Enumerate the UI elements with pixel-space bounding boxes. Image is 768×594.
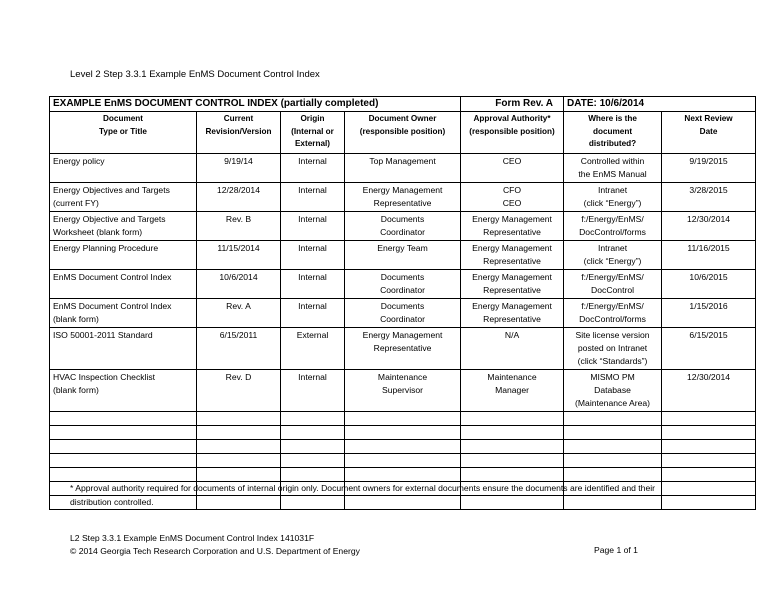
empty-cell xyxy=(345,440,461,454)
table-cell-line: (click “Energy”) xyxy=(583,256,642,266)
table-cell-line: Representative xyxy=(483,256,541,266)
empty-cell xyxy=(564,440,662,454)
table-cell-line: 3/28/2015 xyxy=(689,185,728,195)
table-cell-line: Documents xyxy=(380,214,425,224)
empty-cell xyxy=(345,468,461,482)
table-cell xyxy=(281,328,345,370)
table-cell xyxy=(662,270,756,299)
empty-cell xyxy=(50,468,197,482)
table-cell-line: Rev. A xyxy=(226,301,251,311)
table-cell xyxy=(564,241,662,270)
empty-cell xyxy=(50,440,197,454)
table-cell-line: CFO xyxy=(502,185,522,195)
table-cell xyxy=(461,154,564,183)
column-header xyxy=(197,112,281,154)
footer-page-number: Page 1 of 1 xyxy=(594,545,638,555)
empty-cell xyxy=(461,454,564,468)
table-cell-line: Maintenance xyxy=(487,372,537,382)
table-cell-line: Maintenance xyxy=(377,372,428,382)
table-cell-line: Energy Management xyxy=(472,301,552,311)
table-cell-line: f:/Energy/EnMS/ xyxy=(581,272,644,282)
empty-cell xyxy=(50,454,197,468)
table-cell xyxy=(461,212,564,241)
column-header xyxy=(345,112,461,154)
table-cell xyxy=(281,212,345,241)
table-cell-line: CEO xyxy=(502,156,522,166)
empty-cell xyxy=(461,468,564,482)
column-header-line: Date xyxy=(699,126,718,136)
table-cell-line: Intranet xyxy=(597,185,628,195)
table-cell xyxy=(461,270,564,299)
empty-cell xyxy=(461,440,564,454)
table-cell xyxy=(50,299,197,328)
column-header-line: (responsible position) xyxy=(359,126,446,136)
column-header-line: document xyxy=(592,126,633,136)
column-header-line: (responsible position) xyxy=(469,126,555,136)
table-title: EXAMPLE EnMS DOCUMENT CONTROL INDEX (partially completed) xyxy=(50,97,461,112)
table-cell xyxy=(461,328,564,370)
table-cell xyxy=(564,328,662,370)
table-cell-line: Energy Management xyxy=(472,272,552,282)
column-header-line: Origin xyxy=(300,114,325,123)
table-cell-line: DocControl/forms xyxy=(579,227,646,237)
table-cell-line: (blank form) xyxy=(53,385,99,395)
table-cell-line: Site license version xyxy=(575,330,650,340)
table-cell-line: 1/15/2016 xyxy=(689,301,728,311)
table-cell-line: Energy Planning Procedure xyxy=(53,243,159,253)
table-cell xyxy=(281,154,345,183)
table-cell xyxy=(281,183,345,212)
column-header-line: distributed? xyxy=(588,139,637,148)
table-row xyxy=(50,212,756,241)
table-cell-line: Representative xyxy=(483,227,541,237)
table-cell-line: Energy policy xyxy=(53,156,105,166)
table-cell-line: External xyxy=(296,330,329,340)
column-header xyxy=(281,112,345,154)
table-cell xyxy=(564,270,662,299)
table-cell xyxy=(461,241,564,270)
empty-cell xyxy=(50,426,197,440)
table-cell xyxy=(564,183,662,212)
table-cell-line: Controlled within xyxy=(580,156,645,166)
table-cell xyxy=(197,212,281,241)
table-cell xyxy=(662,299,756,328)
table-cell-line: Energy Management xyxy=(362,330,443,340)
empty-cell xyxy=(197,426,281,440)
empty-cell xyxy=(281,454,345,468)
table-cell-line: (click “Energy”) xyxy=(583,198,642,208)
table-cell xyxy=(197,370,281,412)
table-cell xyxy=(345,154,461,183)
table-cell-line: Rev. D xyxy=(225,372,252,382)
table-cell-line: 9/19/2015 xyxy=(689,156,728,166)
table-cell xyxy=(50,154,197,183)
table-cell-line: ISO 50001-2011 Standard xyxy=(53,330,153,340)
table-title-row xyxy=(50,97,756,112)
empty-cell xyxy=(281,440,345,454)
empty-table-row xyxy=(50,468,756,482)
table-row xyxy=(50,328,756,370)
table-cell-line: Internal xyxy=(298,301,327,311)
column-header-line: Approval Authority* xyxy=(473,114,551,123)
table-cell-line: Internal xyxy=(298,156,327,166)
table-cell xyxy=(662,328,756,370)
table-cell xyxy=(564,154,662,183)
table-row xyxy=(50,183,756,212)
table-cell-line: Energy Management xyxy=(472,214,552,224)
empty-cell xyxy=(662,440,756,454)
table-cell xyxy=(662,212,756,241)
table-cell xyxy=(197,328,281,370)
column-header xyxy=(50,112,197,154)
empty-cell xyxy=(662,412,756,426)
table-cell xyxy=(564,370,662,412)
table-cell xyxy=(197,241,281,270)
table-cell-line: N/A xyxy=(504,330,520,340)
table-cell-line: EnMS Document Control Index xyxy=(53,272,172,282)
column-header-line: External) xyxy=(294,139,331,148)
table-cell xyxy=(662,241,756,270)
empty-cell xyxy=(281,412,345,426)
empty-cell xyxy=(345,412,461,426)
table-cell-line: Database xyxy=(594,385,631,395)
table-cell xyxy=(197,270,281,299)
table-cell-line: Energy Management xyxy=(472,243,552,253)
table-cell-line: Top Management xyxy=(369,156,436,166)
table-cell-line: 11/16/2015 xyxy=(687,243,730,253)
form-revision: Form Rev. A xyxy=(461,97,564,112)
table-cell-line: 6/15/2011 xyxy=(219,330,258,340)
table-cell-line: DocControl xyxy=(591,285,635,295)
column-header-line: Type or Title xyxy=(99,126,147,136)
table-cell-line: Representative xyxy=(373,343,432,353)
table-cell-line: MISMO PM xyxy=(590,372,635,382)
table-cell-line: Internal xyxy=(298,372,327,382)
table-cell xyxy=(662,370,756,412)
table-cell-line: Coordinator xyxy=(380,314,425,324)
table-cell-line: Coordinator xyxy=(380,227,425,237)
column-header-row xyxy=(50,112,756,154)
table-cell-line: 12/28/2014 xyxy=(216,185,260,195)
column-header-line: Next Review xyxy=(684,114,733,123)
table-cell-line: Energy Team xyxy=(377,243,428,253)
table-row xyxy=(50,299,756,328)
table-cell xyxy=(662,154,756,183)
table-cell-line: 12/30/2014 xyxy=(687,372,731,382)
column-header-line: Revision/Version xyxy=(205,126,272,136)
table-cell-line: Representative xyxy=(373,198,432,208)
table-cell xyxy=(197,299,281,328)
page-header: Level 2 Step 3.3.1 Example EnMS Document Control Index xyxy=(70,69,320,80)
table-cell-line: Internal xyxy=(298,214,327,224)
table-cell-line: 10/6/2014 xyxy=(219,272,258,282)
table-cell xyxy=(461,299,564,328)
table-cell-line: 6/15/2015 xyxy=(689,330,728,340)
table-cell xyxy=(461,370,564,412)
table-cell xyxy=(50,370,197,412)
table-cell xyxy=(281,299,345,328)
document-control-table xyxy=(49,96,756,510)
empty-cell xyxy=(197,412,281,426)
table-cell-line: Documents xyxy=(380,301,425,311)
table-cell-line: (blank form) xyxy=(53,314,99,324)
table-cell xyxy=(197,183,281,212)
empty-cell xyxy=(281,426,345,440)
table-cell xyxy=(662,183,756,212)
table-cell xyxy=(345,370,461,412)
empty-cell xyxy=(461,412,564,426)
table-cell-line: EnMS Document Control Index xyxy=(53,301,172,311)
table-cell-line: Internal xyxy=(298,243,327,253)
table-cell-line: 12/30/2014 xyxy=(687,214,731,224)
table-cell xyxy=(345,183,461,212)
column-header xyxy=(564,112,662,154)
table-cell xyxy=(461,183,564,212)
empty-cell xyxy=(197,468,281,482)
empty-cell xyxy=(564,468,662,482)
table-cell-line: f:/Energy/EnMS/ xyxy=(581,214,644,224)
table-cell xyxy=(345,299,461,328)
table-cell xyxy=(281,241,345,270)
column-header-line: (Internal or xyxy=(291,126,334,136)
footer-doc-id: L2 Step 3.3.1 Example EnMS Document Control Index 141031F xyxy=(70,533,315,543)
column-header-line: Document xyxy=(102,114,144,123)
empty-cell xyxy=(564,426,662,440)
table-cell-line: CEO xyxy=(502,198,522,208)
table-cell-line: (click “Standards”) xyxy=(577,356,648,366)
empty-cell xyxy=(345,454,461,468)
table-cell-line: Energy Management xyxy=(362,185,443,195)
table-cell-line: Intranet xyxy=(597,243,628,253)
table-row xyxy=(50,241,756,270)
table-cell-line: Documents xyxy=(380,272,425,282)
table-cell-line: the EnMS Manual xyxy=(578,169,647,179)
empty-table-row xyxy=(50,426,756,440)
table-row xyxy=(50,270,756,299)
table-cell xyxy=(50,328,197,370)
table-row xyxy=(50,370,756,412)
table-cell-line: 10/6/2015 xyxy=(689,272,728,282)
table-cell xyxy=(345,241,461,270)
table-cell-line: Internal xyxy=(298,272,327,282)
column-header xyxy=(461,112,564,154)
table-cell-line: Rev. B xyxy=(225,214,252,224)
table-cell-line: Manager xyxy=(495,385,529,395)
table-cell-line: HVAC Inspection Checklist xyxy=(53,372,156,382)
table-cell xyxy=(564,299,662,328)
table-cell xyxy=(50,241,197,270)
table-cell xyxy=(564,212,662,241)
empty-cell xyxy=(564,454,662,468)
footer-copyright: © 2014 Georgia Tech Research Corporation and U.S. Department of Energy xyxy=(70,546,360,556)
empty-cell xyxy=(564,412,662,426)
table-cell-line: Internal xyxy=(298,185,327,195)
table-cell-line: Energy Objective and Targets xyxy=(53,214,166,224)
table-row xyxy=(50,154,756,183)
empty-cell xyxy=(197,440,281,454)
empty-cell xyxy=(461,426,564,440)
table-cell xyxy=(345,212,461,241)
empty-cell xyxy=(662,454,756,468)
footer-left xyxy=(70,532,360,558)
empty-table-row xyxy=(50,440,756,454)
table-cell xyxy=(281,270,345,299)
empty-cell xyxy=(197,454,281,468)
empty-table-row xyxy=(50,454,756,468)
table-cell-line: Worksheet (blank form) xyxy=(53,227,143,237)
table-cell-line: Representative xyxy=(483,314,541,324)
table-cell xyxy=(50,183,197,212)
table-cell-line: DocControl/forms xyxy=(579,314,646,324)
table-cell xyxy=(345,270,461,299)
empty-cell xyxy=(662,426,756,440)
table-cell xyxy=(345,328,461,370)
empty-cell xyxy=(662,468,756,482)
table-cell-line: (Maintenance Area) xyxy=(575,398,651,408)
table-cell xyxy=(50,212,197,241)
table-cell-line: Coordinator xyxy=(380,285,425,295)
column-header-line: Current xyxy=(223,114,254,123)
empty-table-row xyxy=(50,412,756,426)
table-cell xyxy=(50,270,197,299)
table-cell-line: Supervisor xyxy=(381,385,424,395)
empty-cell xyxy=(281,468,345,482)
column-header-line: Where is the xyxy=(588,114,637,123)
table-cell xyxy=(197,154,281,183)
column-header xyxy=(662,112,756,154)
table-cell xyxy=(281,370,345,412)
empty-cell xyxy=(345,426,461,440)
empty-cell xyxy=(50,412,197,426)
table-cell-line: f:/Energy/EnMS/ xyxy=(581,301,644,311)
table-cell-line: posted on Intranet xyxy=(577,343,648,353)
table-cell-line: 9/19/14 xyxy=(224,156,253,166)
table-cell-line: Energy Objectives and Targets xyxy=(53,185,170,195)
footnote: * Approval authority required for documents of internal origin only. Document owners for external documents ensure the documents are identified and their distribution controlled. xyxy=(70,483,656,507)
table-cell-line: (current FY) xyxy=(53,198,99,208)
table-cell-line: Representative xyxy=(483,285,541,295)
column-header-line: Document Owner xyxy=(368,114,437,123)
table-cell-line: 11/15/2014 xyxy=(217,243,260,253)
table-date: DATE: 10/6/2014 xyxy=(564,97,756,112)
